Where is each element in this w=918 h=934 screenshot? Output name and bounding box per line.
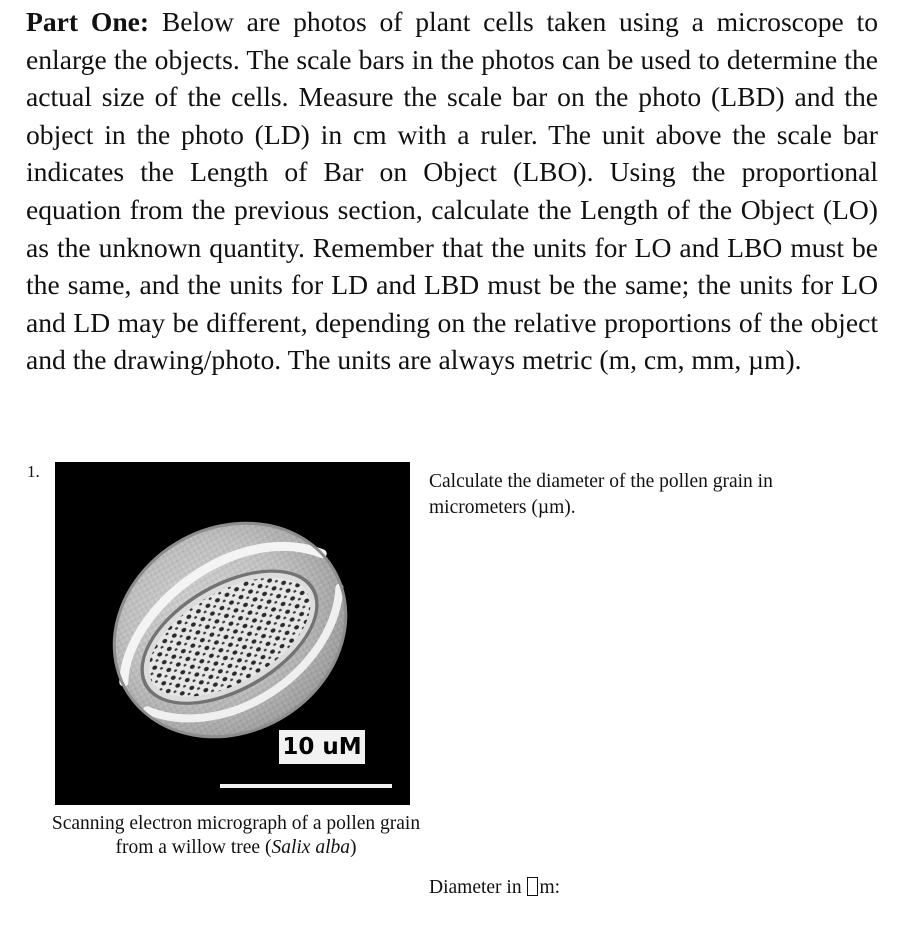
answer-line: Diameter in m: — [429, 877, 561, 898]
part-heading: Part One: — [26, 6, 150, 37]
question-number: 1. — [27, 462, 40, 481]
image-caption: Scanning electron micrograph of a pollen grain from a willow tree (Salix alba) — [51, 813, 421, 858]
instructions-text: Below are photos of plant cells taken using a microscope to enlarge the objects. The scale bars in the photos can be used to determine the actual size of the cells. Measure the scale bar on the photo (LBD) and the object in the photo (LD) in cm with a ruler. The unit above the scale bar indicates the Length of Bar on Object (LBO). Using the proportional equation from the previous section, calculate the Length of the Object (LO) as the unknown quantity. Remember that the units for LO and LBO must be the same, and the units for LD and LBD must be the same; the units for LO and LD may be different, depending on the relative proportions of the object and the drawing/photo. The units are always metric (m, cm, mm, µm). — [26, 6, 879, 376]
instructions-paragraph — [26, 3, 878, 379]
pollen-micrograph — [55, 462, 410, 805]
missing-glyph-icon — [527, 877, 538, 896]
scale-bar — [220, 784, 392, 788]
scale-bar-label: 10 uM — [279, 730, 365, 764]
question-prompt: Calculate the diameter of the pollen grain in micrometers (µm). — [429, 471, 773, 518]
species-name: Salix alba — [271, 837, 350, 858]
